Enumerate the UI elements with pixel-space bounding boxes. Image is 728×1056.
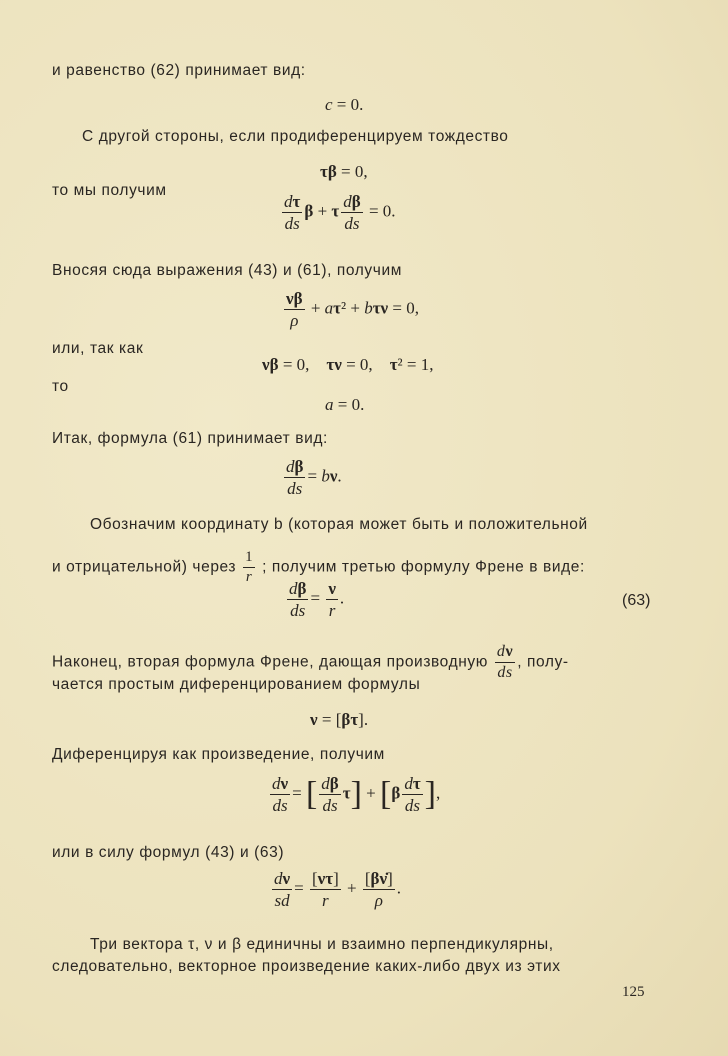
equation-dnu-result: $\frac{d\nu}{sd}$ = $\frac{[\nu\tau]}{r}$ + $\frac{[\beta\nu̇]}{\rho}$ . [274, 869, 401, 910]
equation-number: (63) [622, 592, 651, 609]
text-line: или в силу формул (43) и (63) [52, 844, 285, 861]
text-line: Обозначим координату b (которая может быть и положительной [90, 516, 588, 533]
equation-a-zero: a = 0. [325, 395, 365, 414]
equation-nu-cross: ν = [βτ]. [310, 710, 369, 729]
text-line: Три вектора τ, ν и β единичны и взаимно перпендикулярны, [90, 936, 554, 953]
text-line: и отрицательной) через $\frac{1}{r}$ ; получим третью формулу Френе в виде: [52, 549, 585, 585]
equation-orthogonality: νβ = 0, τν = 0, τ² = 1, [262, 355, 434, 374]
equation-tau-beta: τβ = 0, [320, 162, 368, 181]
equation-substituted: $\frac{\nu\beta}{\rho}$ + aτ² + bτν = 0, [286, 289, 419, 330]
equation-derivative-identity: $\frac{d\tau}{ds}$ β + τ $\frac{d\beta}{ds}$ = 0. [284, 192, 396, 233]
text-line: Вносяя сюда выражения (43) и (61), получим [52, 262, 402, 279]
page-number: 125 [622, 984, 645, 1000]
text-line: чается простым диференцированием формулы [52, 676, 421, 693]
fraction-one-over-r: $\frac{1}{r}$ [245, 549, 254, 585]
text-line: то [52, 378, 69, 395]
text-line: или, так как [52, 340, 144, 357]
text-line: С другой стороны, если продиференцируем тождество [82, 128, 509, 145]
text-line: и равенство (62) принимает вид: [52, 62, 306, 79]
fraction-dnu-ds: $\frac{d\nu}{ds}$ [496, 643, 514, 681]
text-line: следовательно, векторное произведение каких-либо двух из этих [52, 958, 561, 975]
equation-dbeta-bnu: $\frac{d\beta}{ds}$ = bν. [286, 457, 342, 498]
text-line: Диференцируя как произведение, получим [52, 746, 385, 763]
text-line: Итак, формула (61) принимает вид: [52, 430, 328, 447]
equation-c-zero: c = 0. [325, 95, 364, 114]
text-line: то мы получим [52, 182, 167, 199]
equation-product-rule: $\frac{d\nu}{ds}$ = [ $\frac{d\beta}{ds}$ τ] + [β $\frac{d\tau}{ds}$ ], [272, 774, 441, 815]
text-line: Наконец, вторая формула Френе, дающая производную $\frac{d\nu}{ds}$ , полу- [52, 643, 569, 681]
equation-frenet-third: $\frac{d\beta}{ds}$ = $\frac{\nu}{r}$ . [289, 579, 345, 620]
